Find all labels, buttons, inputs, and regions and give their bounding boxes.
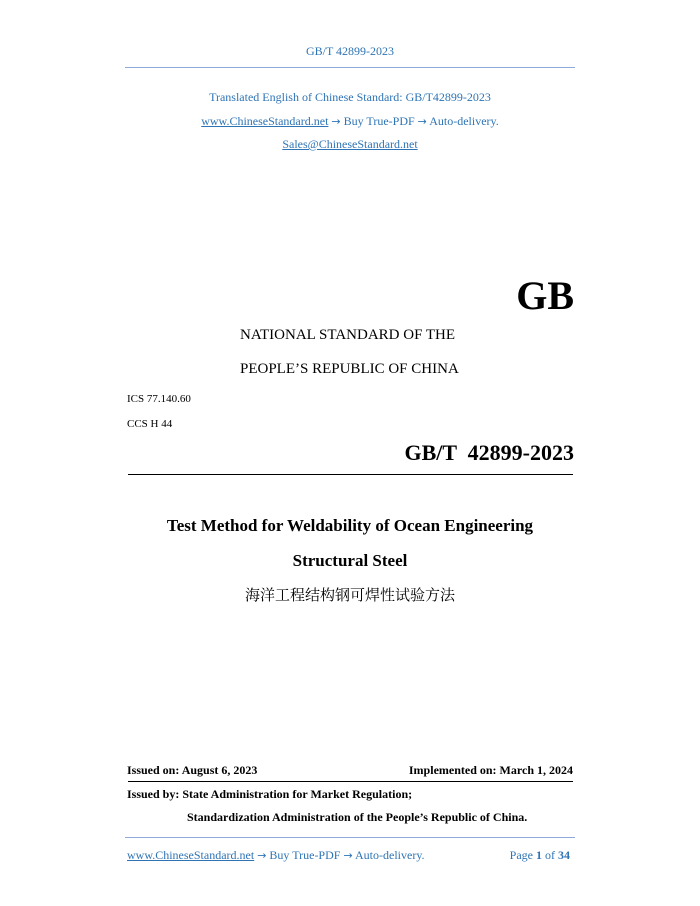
page-number bbox=[510, 848, 570, 863]
arrow-right-icon: → bbox=[343, 849, 353, 862]
title-line2: Structural Steel bbox=[292, 551, 408, 570]
gb-logo: GB bbox=[516, 273, 574, 318]
email-line bbox=[0, 137, 700, 152]
delivery-text: Auto-delivery. bbox=[429, 114, 499, 128]
issue-divider bbox=[128, 781, 573, 782]
national-standard-line2: PEOPLE’S REPUBLIC OF CHINA bbox=[240, 361, 459, 377]
issued-on: Issued on: August 6, 2023 bbox=[127, 763, 258, 777]
page-label: Page bbox=[509, 848, 533, 862]
arrow-right-icon: → bbox=[417, 115, 427, 128]
ics-code: ICS 77.140.60 bbox=[127, 393, 191, 405]
email-link[interactable]: Sales@ChineseStandard.net bbox=[282, 137, 418, 151]
code-divider bbox=[128, 474, 573, 475]
ccs-code: CCS H 44 bbox=[127, 418, 173, 430]
footer-links bbox=[127, 848, 425, 863]
running-header: GB/T 42899-2023 bbox=[305, 44, 395, 58]
footer-site-link[interactable]: www.ChineseStandard.net bbox=[127, 848, 255, 862]
page-total: 34 bbox=[558, 848, 570, 862]
footer-delivery-text: Auto-delivery. bbox=[355, 848, 425, 862]
arrow-right-icon: → bbox=[331, 115, 341, 128]
title-chinese: 海洋工程结构钢可焊性试验方法 bbox=[244, 586, 455, 604]
site-link[interactable]: www.ChineseStandard.net bbox=[201, 114, 329, 128]
arrow-right-icon: → bbox=[257, 849, 267, 862]
standard-code: GB/T 42899-2023 bbox=[404, 440, 574, 465]
page-current: 1 bbox=[536, 848, 542, 862]
promo-links bbox=[0, 114, 700, 129]
implemented-on: Implemented on: March 1, 2024 bbox=[408, 763, 573, 777]
issued-by-line2: Standardization Administration of the People’s Republic of China. bbox=[187, 810, 528, 824]
header-divider bbox=[125, 67, 575, 68]
issued-by: Issued by: State Administration for Market Regulation; bbox=[127, 787, 413, 801]
page-of: of bbox=[545, 848, 555, 862]
footer-buy-text: Buy True-PDF bbox=[269, 848, 341, 862]
footer-divider bbox=[125, 837, 575, 838]
buy-text: Buy True-PDF bbox=[343, 114, 415, 128]
title-line1: Test Method for Weldability of Ocean Engineering bbox=[166, 516, 534, 535]
national-standard-line1: NATIONAL STANDARD OF THE bbox=[240, 327, 456, 343]
promo-line: Translated English of Chinese Standard: GB/T42899-2023 bbox=[209, 90, 491, 104]
